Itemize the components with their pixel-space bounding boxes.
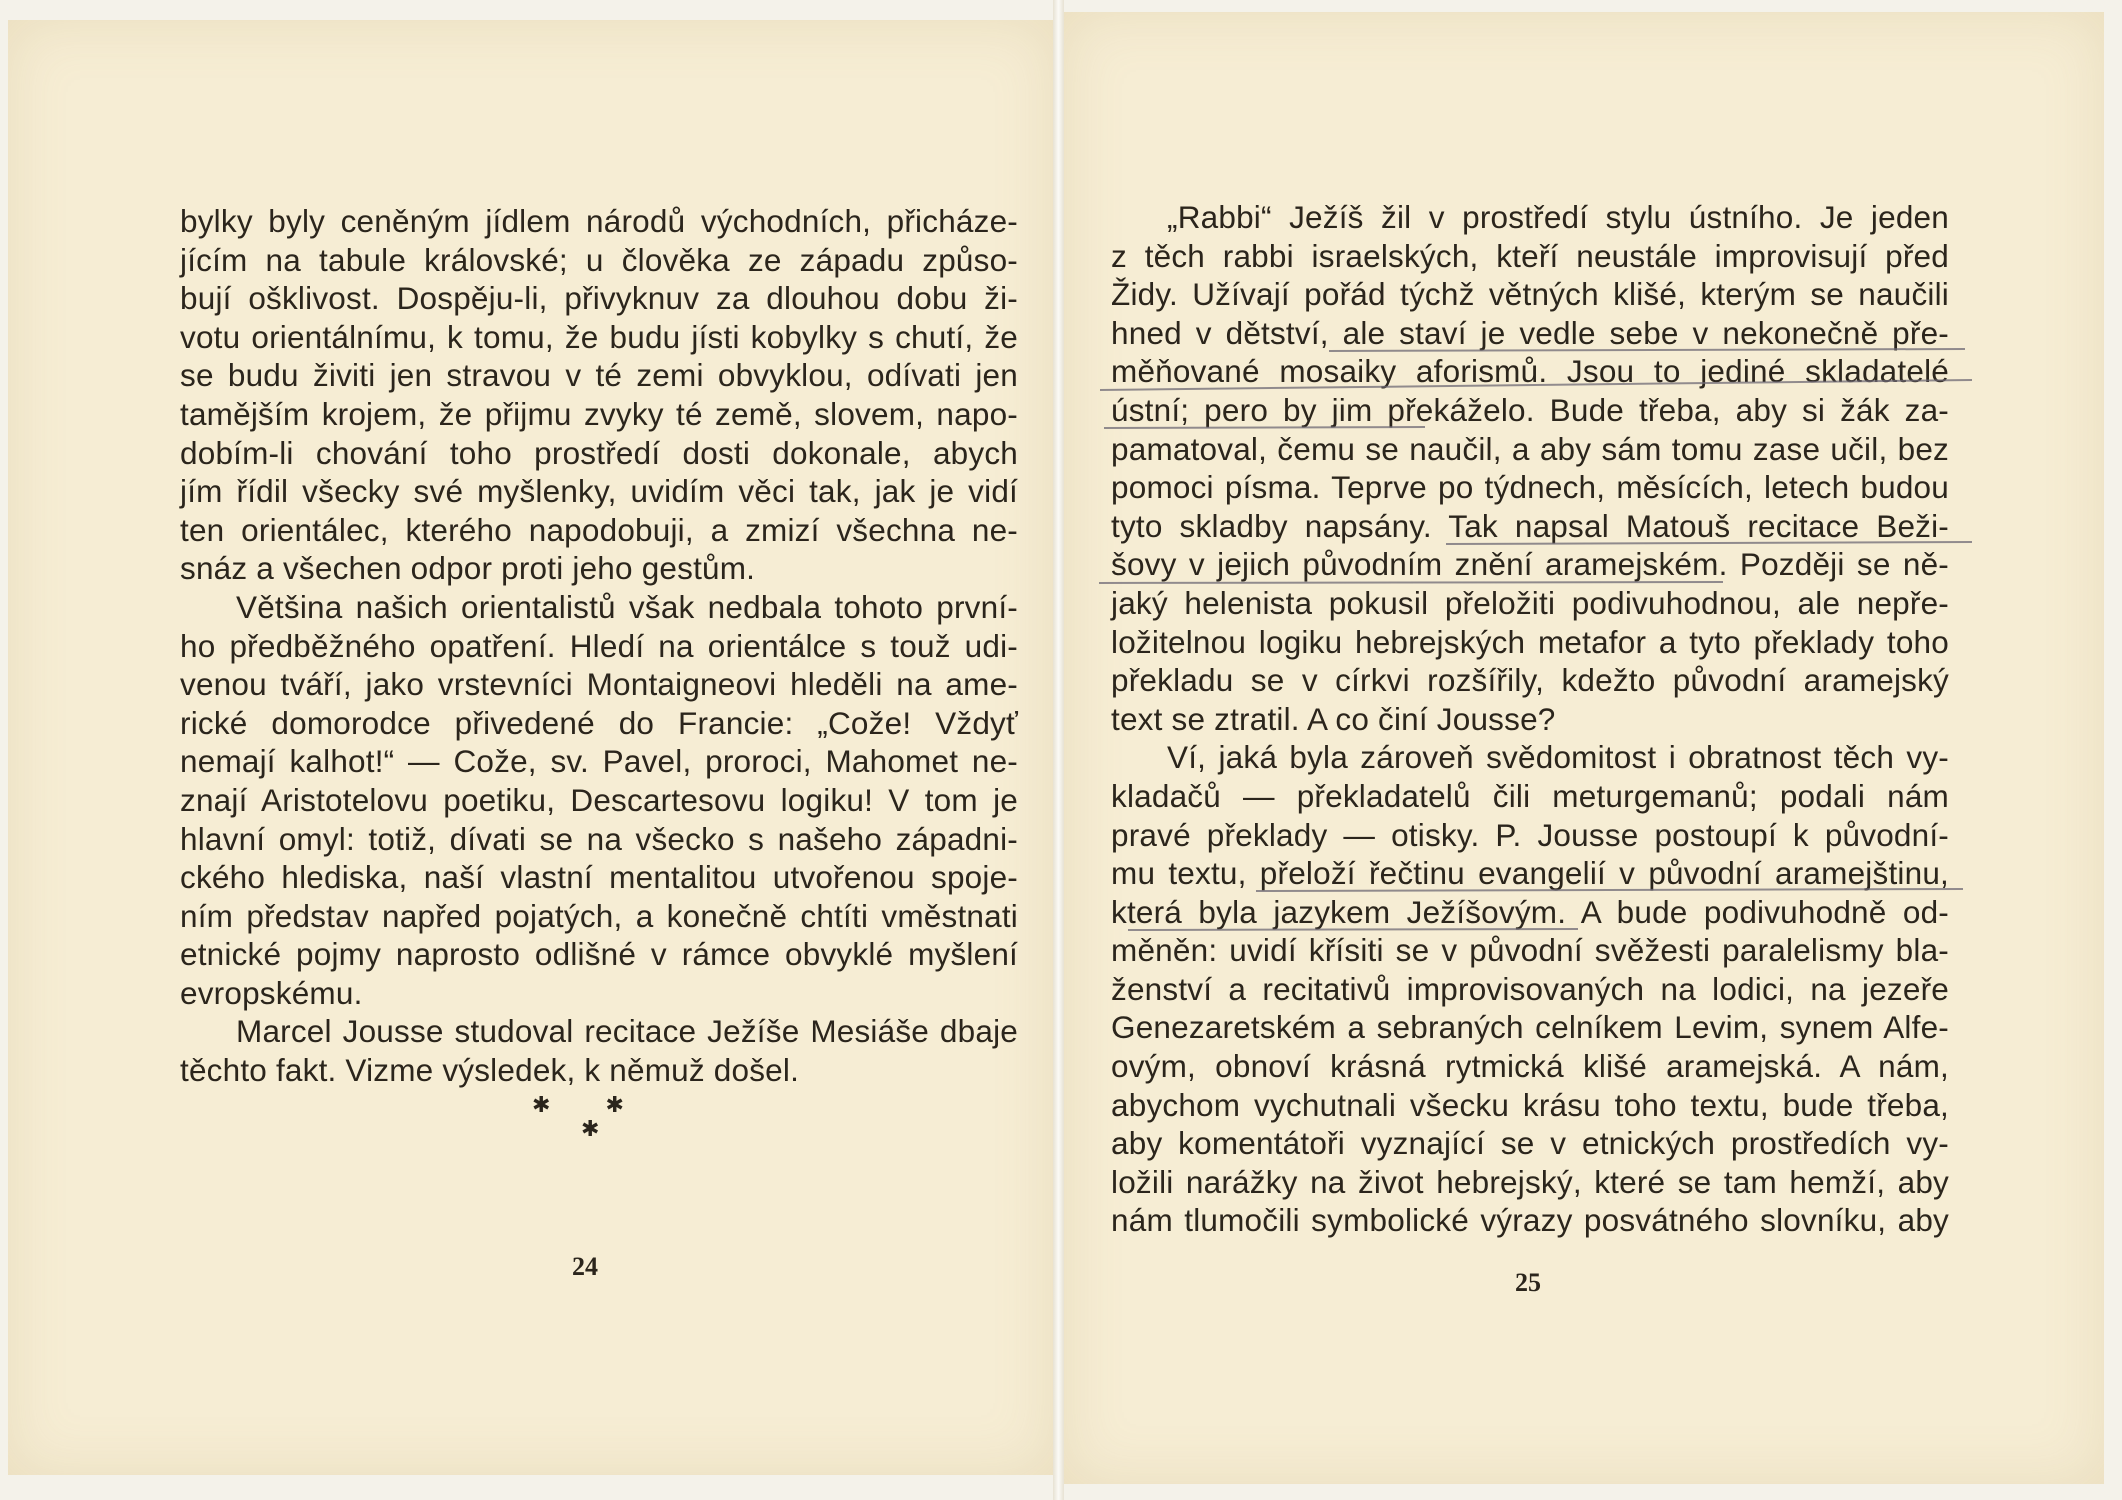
text-line: bylky byly ceněným jídlem národů východních, přicháze-: [180, 203, 1018, 239]
underline-mark: [1099, 582, 1723, 583]
text-line: tamějším krojem, že přijmu zvyky té země, slovem, napo-: [180, 395, 1018, 432]
underline-mark: [1256, 889, 1963, 891]
page-number-right: 25: [1515, 1268, 1541, 1297]
text-line: ústní; pero by jim překáželo. Bude třeba, aby si žák za-: [1111, 391, 1949, 428]
text-line: etnické pojmy naprosto odlišné v rámce obvyklé myšlení: [180, 936, 1018, 973]
underline-mark: [1128, 929, 1578, 930]
underline-mark: [1446, 542, 1972, 544]
text-line: Ví, jaká byla zároveň svědomitost i obratnost těch vy-: [1167, 739, 1949, 776]
text-line: ložili narážky na život hebrejský, které se tam hemží, aby: [1111, 1163, 1949, 1200]
text-line: ním představ napřed pojatých, a konečně chtíti vměstnati: [180, 897, 1018, 934]
text-line: evropskému.: [180, 974, 363, 1011]
text-line: votu orientálnímu, k tomu, že budu jísti kobylky s chutí, že: [180, 318, 1018, 355]
text-line: ovým, obnoví krásná rytmická klišé aramejská. A nám,: [1111, 1048, 1949, 1085]
text-line: se budu živiti jen stravou v té zemi obvyklou, odívati jen: [180, 357, 1018, 394]
text-line: rické domorodce přivedené do Francie: „Cože! Vždyť: [180, 704, 1018, 741]
text-line: mu textu, přeloží řečtinu evangelií v původní aramejštinu,: [1111, 855, 1949, 892]
text-line: hned v dětství, ale staví je vedle sebe v nekonečně pře-: [1111, 314, 1949, 351]
text-line: pomoci písma. Teprve po týdnech, měsících, letech budou: [1111, 469, 1949, 506]
text-line: měněn: uvidí křísiti se v původní svěžesti paralelismy bla-: [1111, 932, 1949, 969]
text-line: těchto fakt. Vizme výsledek, k němuž došel.: [180, 1052, 800, 1089]
text-line: šovy v jejich původním znění aramejském. Později se ně-: [1111, 546, 1949, 583]
text-line: nám tlumočili symbolické výrazy posvátného slovníku, aby: [1111, 1202, 1949, 1239]
text-line: ho předběžného opatření. Hledí na orientálce s touž udi-: [180, 627, 1018, 664]
text-line: pravé překlady — otisky. P. Jousse postoupí k původní-: [1111, 816, 1949, 853]
underline-mark: [1100, 380, 1972, 390]
text-line: která byla jazykem Ježíšovým. A bude podivuhodně od-: [1111, 893, 1949, 930]
text-line: jím řídil všecky své myšlenky, uvidím věci tak, jak je vidí: [180, 473, 1018, 510]
text-line: aby komentátoři vyznající se v etnických prostředích vy-: [1111, 1125, 1949, 1162]
text-line: Většina našich orientalistů však nedbala tohoto první-: [236, 588, 1018, 625]
text-line: dobím-li chování toho prostředí dosti dokonale, abych: [180, 434, 1018, 471]
text-line: abychom vychutnali všecku krásu toho textu, bude třeba,: [1111, 1086, 1949, 1123]
text-line: hlavní omyl: totiž, dívati se na všecko s našeho západni-: [180, 820, 1018, 857]
text-line: bují ošklivost. Dospěju-li, přivyknuv za dlouhou dobu ži-: [180, 280, 1018, 317]
text-line: snáz a všechen odpor proti jeho gestům.: [180, 550, 756, 587]
text-line: jícím na tabule královské; u člověka ze západu způso-: [180, 241, 1018, 278]
text-line: znají Aristotelovu poetiku, Descartesovu logiku! V tom je: [180, 781, 1018, 818]
text-line: „Rabbi“ Ježíš žil v prostředí stylu ústního. Je jeden: [1167, 199, 1949, 235]
text-line: ženství a recitativů improvisovaných na lodici, na jezeře: [1111, 970, 1949, 1007]
page-number-left: 24: [572, 1252, 598, 1281]
text-line: Židy. Užívají pořád týchž větných klišé, kterým se naučili: [1111, 276, 1949, 313]
text-line: překladu se v církvi rozšířily, kdežto původní aramejský: [1111, 662, 1949, 699]
text-line: pamatoval, čemu se naučil, a aby sám tomu zase učil, bez: [1111, 430, 1949, 467]
text-line: kladačů — překladatelů čili meturgemanů; podali nám: [1111, 777, 1949, 814]
text-line: ckého hlediska, naší vlastní mentalitou utvořenou spoje-: [180, 859, 1018, 896]
text-line: Marcel Jousse studoval recitace Ježíše Mesiáše dbaje: [236, 1013, 1018, 1050]
section-ornament-bottom: ✱: [581, 1116, 600, 1141]
underline-mark: [1329, 349, 1965, 351]
text-line: jaký helenista pokusil přeložiti podivuhodnou, ale nepře-: [1111, 584, 1949, 621]
text-line: Genezaretském a sebraných celníkem Levim, synem Alfe-: [1111, 1009, 1949, 1046]
underline-mark: [1104, 427, 1425, 428]
text-line: nemají kalhot!“ — Cože, sv. Pavel, proroci, Mahomet ne-: [180, 743, 1018, 780]
text-line: z těch rabbi israelských, kteří neustále improvisují před: [1111, 237, 1949, 274]
text-line: ten orientálec, kterého napodobuji, a zmizí všechna ne-: [180, 511, 1018, 548]
text-line: tyto skladby napsány. Tak napsal Matouš recitace Beži-: [1111, 507, 1949, 544]
text-line: venou tváří, jako vrstevníci Montaigneovi hleděli na ame-: [180, 666, 1018, 703]
text-line: text se ztratil. A co činí Jousse?: [1111, 700, 1556, 737]
section-ornament-top: ✱ ✱: [532, 1092, 624, 1117]
text-line: ložitelnou logiku hebrejských metafor a tyto překlady toho: [1111, 623, 1949, 660]
text-line: měňované mosaiky aforismů. Jsou to jediné skladatelé: [1111, 353, 1949, 390]
